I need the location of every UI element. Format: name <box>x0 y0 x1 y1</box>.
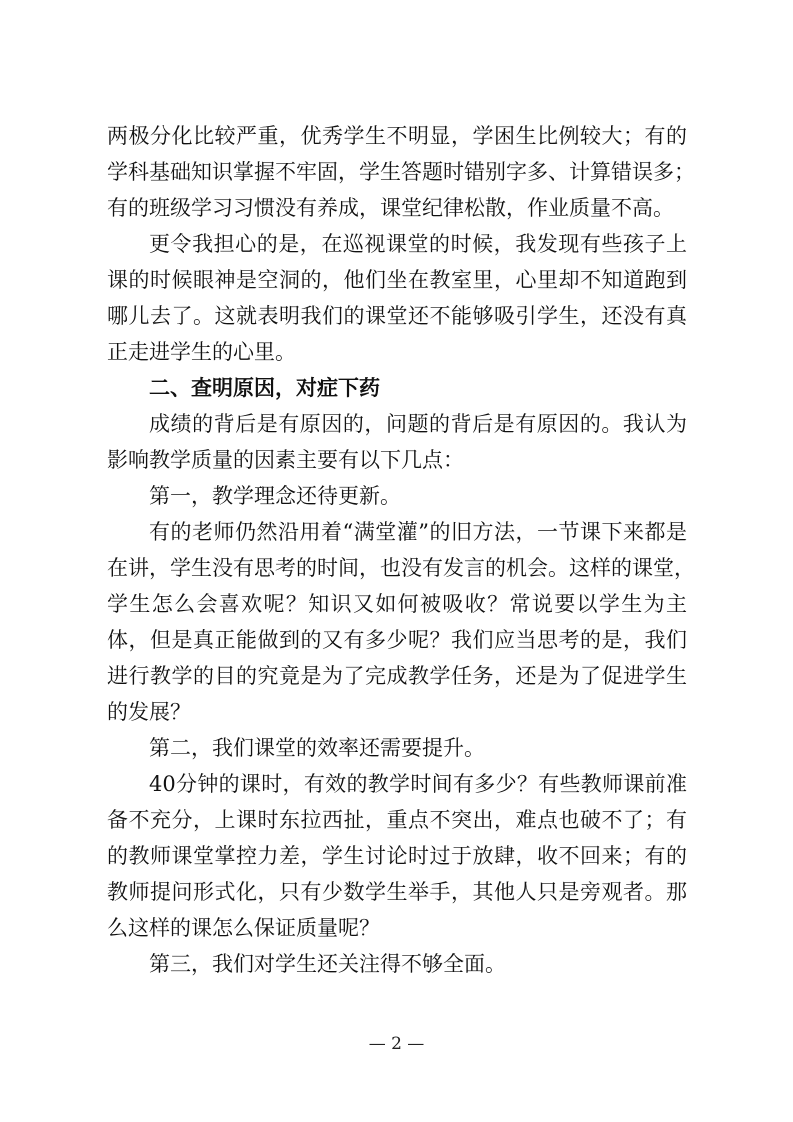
text-line: 的发展？ <box>107 700 191 724</box>
subheading-line: 第三，我们对学生还关注得不够全面。 <box>149 952 506 976</box>
text-line: 影响教学质量的因素主要有以下几点： <box>107 448 464 472</box>
document-body <box>107 118 695 982</box>
text-line: 课的时候眼神是空洞的，他们坐在教室里，心里却不知道跑到 <box>107 268 687 292</box>
text-line: 进行教学的目的究竟是为了完成教学任务，还是为了促进学生 <box>107 664 687 688</box>
text-line: 更令我担心的是，在巡视课堂的时候，我发现有些孩子上 <box>149 232 687 256</box>
section-heading: 二、查明原因，对症下药 <box>149 376 380 400</box>
text-line: 备不充分，上课时东拉西扯，重点不突出，难点也破不了；有 <box>107 808 687 832</box>
text-line: 有的老师仍然沿用着“满堂灌”的旧方法，一节课下来都是 <box>149 520 687 544</box>
text-line: 的教师课堂掌控力差，学生讨论时过于放肆，收不回来；有的 <box>107 844 687 868</box>
page-number: — 2 — <box>368 1034 425 1054</box>
text-line: 学科基础知识掌握不牢固，学生答题时错别字多、计算错误多； <box>107 160 695 184</box>
text-line: 在讲，学生没有思考的时间，也没有发言的机会。这样的课堂， <box>107 556 695 580</box>
text-line: 成绩的背后是有原因的，问题的背后是有原因的。我认为 <box>149 412 687 436</box>
text-line: 正走进学生的心里。 <box>107 340 296 364</box>
text-line: 有的班级学习习惯没有养成，课堂纪律松散，作业质量不高。 <box>107 196 674 220</box>
text-line: 教师提问形式化，只有少数学生举手，其他人只是旁观者。那 <box>107 880 687 904</box>
text-line: 么这样的课怎么保证质量呢？ <box>107 916 380 940</box>
text-line: 哪儿去了。这就表明我们的课堂还不能够吸引学生，还没有真 <box>107 304 687 328</box>
text-line: 两极分化比较严重，优秀学生不明显，学困生比例较大；有的 <box>107 124 687 148</box>
text-line: 学生怎么会喜欢呢？知识又如何被吸收？常说要以学生为主 <box>107 592 687 616</box>
subheading-line: 第一，教学理念还待更新。 <box>149 484 401 508</box>
text-line: 体，但是真正能做到的又有多少呢？我们应当思考的是，我们 <box>107 628 687 652</box>
text-line: 40分钟的课时，有效的教学时间有多少？有些教师课前准 <box>149 772 687 796</box>
subheading-line: 第二，我们课堂的效率还需要提升。 <box>149 736 485 760</box>
